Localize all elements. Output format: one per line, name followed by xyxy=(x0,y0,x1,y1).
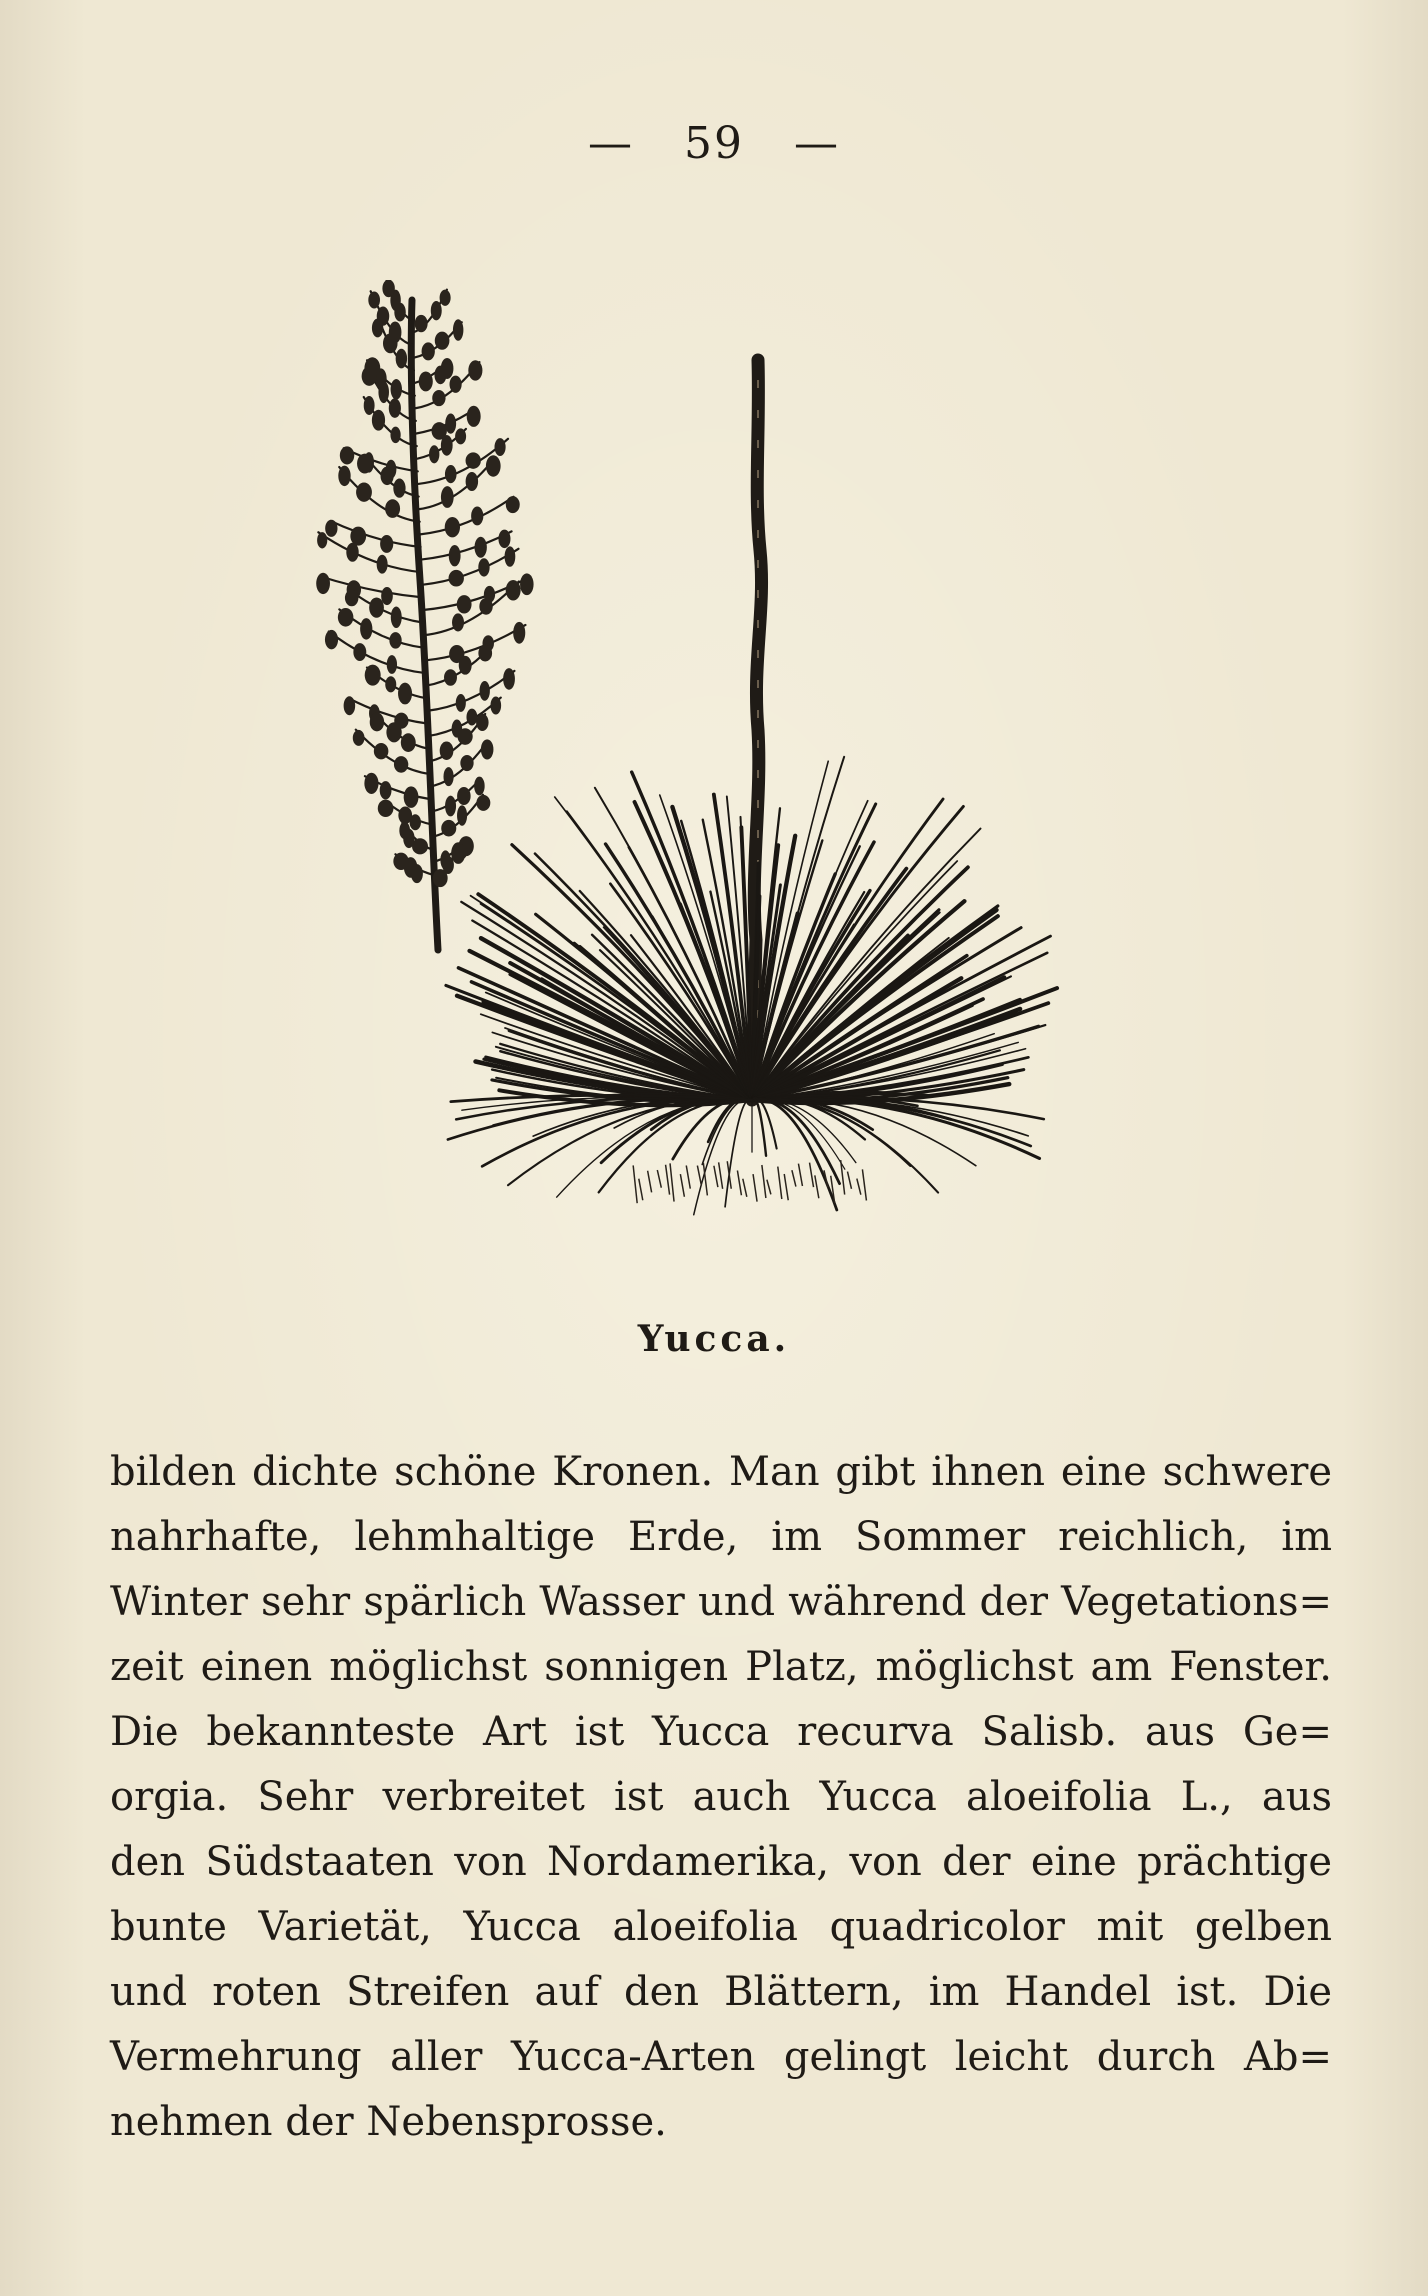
flower-bell xyxy=(513,622,525,644)
hatch-line xyxy=(666,1165,670,1195)
page-number: 59 xyxy=(684,118,744,169)
text-line: bunte Varietät, Yucca aloeifolia quadricolor mit gelben xyxy=(110,1904,1332,1950)
flower-bell xyxy=(393,853,408,870)
flower-bell xyxy=(353,730,365,746)
flower-bell xyxy=(476,714,489,731)
flower-bell xyxy=(372,319,383,338)
text-line: nahrhafte, lehmhaltige Erde, im Sommer reichlich, im xyxy=(110,1514,1332,1560)
flower-bell xyxy=(394,756,408,773)
text-line: nehmen der Nebensprosse. xyxy=(110,2099,667,2145)
flower-bell xyxy=(370,713,384,732)
flower-bell xyxy=(391,379,402,399)
body-paragraph xyxy=(110,1440,1332,2155)
hatch-line xyxy=(798,1164,802,1186)
hatch-line xyxy=(815,1175,819,1198)
flower-bell xyxy=(338,608,354,627)
flower-bell xyxy=(459,656,472,675)
flower-bell xyxy=(364,773,378,794)
flower-bell xyxy=(467,406,481,427)
flower-bell xyxy=(466,452,481,468)
flower-bell xyxy=(445,414,456,434)
flower-bell xyxy=(449,545,461,566)
flower-bell xyxy=(441,358,454,379)
flower-bell xyxy=(389,398,401,418)
hatch-line xyxy=(847,1172,851,1189)
flower-bell xyxy=(380,781,392,799)
flower-bell xyxy=(481,739,494,759)
hatch-line xyxy=(680,1174,684,1197)
hatch-line xyxy=(657,1170,661,1188)
text-line: den Südstaaten von Nordamerika, von der eine prächtige xyxy=(110,1839,1332,1885)
leaf xyxy=(725,1099,752,1207)
leaf xyxy=(752,1099,856,1163)
flower-bell xyxy=(452,844,468,860)
flower-bell xyxy=(458,728,473,745)
flower-bell xyxy=(445,465,457,483)
flower-bell xyxy=(365,665,381,686)
flower-bell xyxy=(422,342,435,360)
flower-bell xyxy=(389,632,401,649)
flower-bell xyxy=(398,683,412,705)
flower-bell xyxy=(452,613,464,631)
flower-bell xyxy=(479,598,492,615)
flower-bell xyxy=(380,535,393,553)
flower-bell xyxy=(466,709,477,726)
hatch-line xyxy=(633,1165,637,1203)
flower-bell xyxy=(381,587,393,605)
hatch-line xyxy=(857,1179,861,1195)
panicle-branch xyxy=(320,576,422,597)
flower-bell xyxy=(506,496,520,513)
flower-bell xyxy=(441,486,454,508)
flower-bell xyxy=(357,454,372,474)
panicle-branch xyxy=(421,531,511,559)
flower-bell xyxy=(460,755,473,771)
flower-bell xyxy=(377,555,388,574)
flower-bell xyxy=(385,676,396,692)
flower-bell xyxy=(391,607,402,629)
flower-bell xyxy=(440,741,454,760)
panicle-branch xyxy=(331,521,421,547)
flower-bell xyxy=(520,573,534,595)
text-line: bilden dichte schöne Kronen. Man gibt ihnen eine schwere xyxy=(110,1449,1332,1495)
hatch-line xyxy=(714,1166,718,1187)
flower-bell xyxy=(486,455,501,476)
panicle-branch xyxy=(349,698,427,723)
flower-bell xyxy=(316,573,330,594)
figure-caption: Yucca. xyxy=(637,1318,791,1360)
hatch-line xyxy=(778,1167,782,1199)
hatch-line xyxy=(737,1171,741,1196)
flower-bell xyxy=(442,856,453,874)
hatch-line xyxy=(753,1174,757,1201)
flower-bell xyxy=(372,410,385,431)
flower-bell xyxy=(429,445,439,463)
text-line: orgia. Sehr verbreitet ist auch Yucca aloeifolia L., aus xyxy=(110,1774,1332,1820)
text-line: Winter sehr spärlich Wasser und während der Vegetations= xyxy=(110,1579,1332,1625)
flower-bell xyxy=(474,777,485,796)
flower-bell xyxy=(369,597,384,617)
flower-bell xyxy=(455,428,466,444)
flower-bell xyxy=(368,291,380,308)
flower-bell xyxy=(445,796,456,817)
hatch-line xyxy=(862,1169,866,1200)
hatch-line xyxy=(697,1166,701,1186)
flower-bell xyxy=(344,696,356,715)
flower-bell xyxy=(325,520,337,537)
flower-bell xyxy=(325,630,338,649)
hatch-line xyxy=(810,1163,814,1188)
flower-bell xyxy=(449,570,464,587)
flower-bell xyxy=(453,319,463,341)
flower-bell xyxy=(374,743,389,759)
flower-bell xyxy=(415,315,428,332)
flower-bell xyxy=(398,807,412,824)
hatch-line xyxy=(639,1179,643,1201)
yucca-illustration xyxy=(300,280,1120,1280)
flower-bell xyxy=(457,787,471,805)
flower-bell xyxy=(345,589,359,606)
panicle-branch xyxy=(420,497,513,535)
flower-bell xyxy=(385,499,400,518)
flower-bell xyxy=(478,558,489,576)
flower-bell xyxy=(445,517,460,537)
flower-bell xyxy=(468,360,482,380)
flower-bell xyxy=(443,767,453,786)
flower-bell xyxy=(506,580,521,600)
flower-bell xyxy=(476,795,490,811)
flower-panicle xyxy=(316,280,533,950)
flower-bell xyxy=(387,655,397,674)
flower-bell xyxy=(378,381,389,403)
text-line: Die bekannteste Art ist Yucca recurva Salisb. aus Ge= xyxy=(110,1709,1332,1755)
page-number-dash-left: — xyxy=(588,118,634,169)
flower-bell xyxy=(419,372,433,392)
hatch-line xyxy=(767,1180,771,1195)
flower-bell xyxy=(441,820,456,837)
flower-bell xyxy=(390,427,400,443)
panicle-branch xyxy=(425,625,526,660)
hatch-line xyxy=(762,1165,766,1198)
flower-bell xyxy=(495,438,506,456)
flower-bell xyxy=(456,694,466,712)
flower-bell xyxy=(435,332,450,350)
flower-bell xyxy=(457,595,472,613)
flower-bell xyxy=(383,333,398,353)
flower-bell xyxy=(399,822,410,840)
hatch-line xyxy=(670,1163,674,1201)
hatch-line xyxy=(784,1174,788,1200)
flower-bell xyxy=(360,618,372,640)
flower-bell xyxy=(457,805,467,825)
flower-bell xyxy=(338,466,350,487)
hatch-line xyxy=(792,1170,796,1186)
flower-bell xyxy=(474,537,486,558)
flower-bell xyxy=(471,507,483,526)
flower-bell xyxy=(478,645,492,662)
flower-bell xyxy=(346,543,358,562)
flower-bell xyxy=(503,668,515,690)
hatch-line xyxy=(743,1179,747,1197)
flower-bell xyxy=(444,669,457,686)
hatch-line xyxy=(719,1162,723,1188)
text-line: und roten Streifen auf den Blättern, im Handel ist. Die xyxy=(110,1969,1332,2015)
flower-bell xyxy=(393,479,405,498)
flower-bell xyxy=(505,546,516,566)
hatch-line xyxy=(648,1171,652,1193)
flower-bell xyxy=(401,733,416,752)
flower-bell xyxy=(498,530,510,549)
flower-bell xyxy=(340,446,354,464)
flower-bell xyxy=(382,280,394,297)
panicle-branch xyxy=(427,671,515,711)
page-number-header xyxy=(0,118,1428,169)
panicle-branch xyxy=(318,532,421,572)
flower-bell xyxy=(431,301,442,320)
flower-bell xyxy=(404,786,419,808)
panicle-branch xyxy=(339,467,419,522)
text-line: Vermehrung aller Yucca-Arten gelingt leicht durch Ab= xyxy=(110,2034,1332,2080)
flower-bell xyxy=(450,376,462,393)
text-line: zeit einen möglichst sonnigen Platz, möglichst am Fenster. xyxy=(110,1644,1332,1690)
flower-bell xyxy=(440,290,451,306)
flower-bell xyxy=(386,722,401,742)
hatch-line xyxy=(686,1165,690,1188)
flower-bell xyxy=(480,681,490,701)
flower-bell xyxy=(353,643,366,661)
flower-bell xyxy=(396,349,407,369)
page-number-dash-right: — xyxy=(794,118,840,169)
panicle-branch xyxy=(422,549,518,585)
flower-bell xyxy=(378,800,394,817)
panicle-branch xyxy=(344,448,418,471)
flower-bell xyxy=(466,472,478,491)
flower-bell xyxy=(317,532,327,548)
flower-bell xyxy=(432,390,445,406)
flower-bell xyxy=(441,435,453,456)
flower-bell xyxy=(364,396,375,415)
flower-bell xyxy=(362,366,377,386)
panicle-branch xyxy=(419,457,495,509)
flower-bell xyxy=(490,697,501,715)
flower-bell xyxy=(356,483,372,502)
flower-bell xyxy=(381,467,394,486)
